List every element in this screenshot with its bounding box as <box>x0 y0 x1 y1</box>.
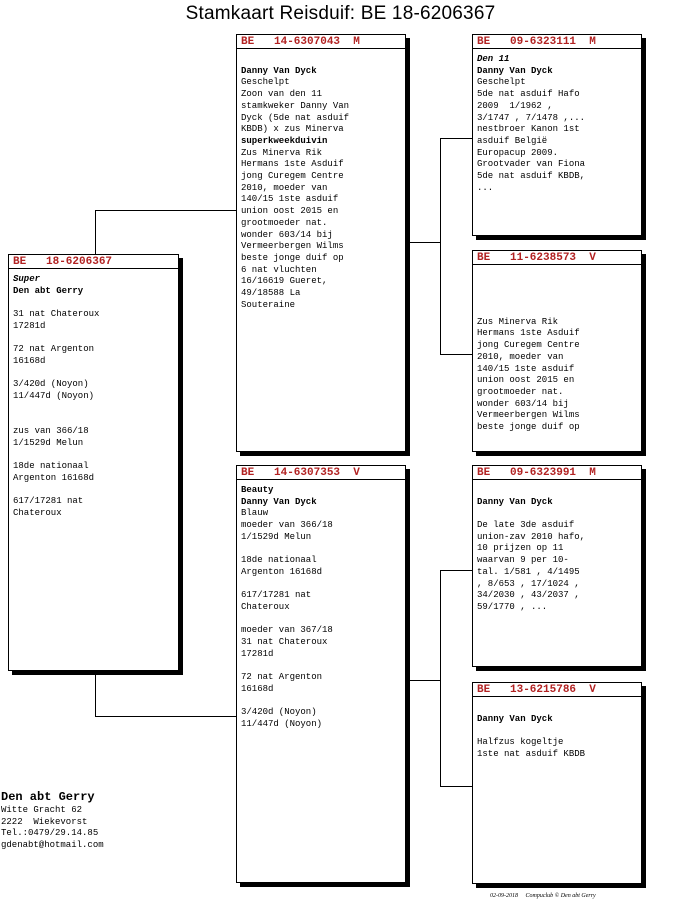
connector-line <box>440 786 472 787</box>
owner-details <box>1 805 104 851</box>
card-line: 11/447d (Noyon) <box>13 390 95 401</box>
card-line: 11/447d (Noyon) <box>241 718 323 729</box>
connector-line <box>440 570 472 571</box>
card-line: 140/15 1ste asduif <box>241 194 339 205</box>
card-line: , 8/653 , 17/1024 , <box>477 578 580 589</box>
card-line: 16/16619 Gueret, <box>241 276 328 287</box>
card-line: Beauty <box>241 485 274 495</box>
card-line: Hermans 1ste Asduif <box>477 328 580 339</box>
card-line: 18de nationaal <box>241 555 317 566</box>
card-line: Vermeerbergen Wilms <box>477 410 580 421</box>
connector-line <box>440 138 472 139</box>
card-line <box>13 449 176 461</box>
connector-line <box>440 138 441 355</box>
pigeon-card-mother[interactable] <box>236 465 406 883</box>
card-line: nestbroer Kanon 1st <box>477 124 580 135</box>
card-line: union oost 2015 en <box>241 206 339 217</box>
card-line: 1ste nat asduif KBDB <box>477 748 586 759</box>
page-title: Stamkaart Reisduif: BE 18-6206367 <box>185 3 496 24</box>
card-line: Europacup 2009. <box>477 147 559 158</box>
pigeon-card-fathers-father[interactable] <box>472 34 642 236</box>
card-line: wonder 603/14 bij <box>241 229 333 240</box>
card-line: Vermeerbergen Wilms <box>241 241 344 252</box>
card-line: Danny Van Dyck <box>241 65 317 76</box>
card-line: Argenton 16168d <box>241 566 323 577</box>
card-line <box>241 661 403 673</box>
card-line: 72 nat Argenton <box>13 344 95 355</box>
card-line: grootmoeder nat. <box>241 217 328 228</box>
card-line: moeder van 366/18 <box>241 520 333 531</box>
card-line: 16168d <box>241 683 274 694</box>
pigeon-card-subject[interactable] <box>8 254 179 671</box>
card-line: 617/17281 nat <box>13 496 84 507</box>
connector-line <box>405 242 440 243</box>
card-line: Argenton 16168d <box>13 472 95 483</box>
pigeon-card-mothers-mother[interactable] <box>472 682 642 884</box>
owner-info <box>1 790 104 851</box>
card-line: ... <box>477 182 494 193</box>
pigeon-card-father[interactable] <box>236 34 406 452</box>
card-line: 1/1529d Melun <box>241 531 312 542</box>
card-line <box>241 54 403 66</box>
card-line: Zus Minerva Rik <box>241 147 323 158</box>
connector-line <box>440 354 472 355</box>
card-line <box>477 485 639 497</box>
card-line: tal. 1/581 , 4/1495 <box>477 566 580 577</box>
connector-line <box>440 570 441 787</box>
card-line: 31 nat Chateroux <box>13 309 100 320</box>
card-line: Chateroux <box>241 602 290 612</box>
card-body <box>473 697 641 760</box>
card-line: 17281d <box>241 648 274 659</box>
owner-detail-line: Tel.:0479/29.14.85 <box>1 828 99 838</box>
card-line: beste jonge duif op <box>241 252 344 263</box>
connector-line <box>95 716 236 717</box>
card-line: asduif België <box>477 135 548 146</box>
card-line: 10 prijzen op 11 <box>477 543 564 554</box>
card-line: Dyck (5de nat asduif <box>241 112 350 123</box>
card-line <box>13 297 176 309</box>
card-line: superkweekduivin <box>241 135 328 146</box>
ring-number: BE 09-6323111 M <box>473 35 641 49</box>
connector-line <box>95 670 96 717</box>
card-line: 3/420d (Noyon) <box>13 379 89 390</box>
card-line: Danny Van Dyck <box>477 496 553 507</box>
card-line: Super <box>13 274 41 284</box>
card-line: Hermans 1ste Asduif <box>241 159 344 170</box>
card-line: 6 nat vluchten <box>241 264 317 275</box>
card-line: Danny Van Dyck <box>477 713 553 724</box>
card-line <box>477 270 639 282</box>
card-line: KBDB) x zus Minerva <box>241 124 344 135</box>
card-body <box>473 49 641 194</box>
card-line: 72 nat Argenton <box>241 672 323 683</box>
card-line: 16168d <box>13 355 46 366</box>
card-line <box>477 725 639 737</box>
owner-name: Den abt Gerry <box>1 790 95 804</box>
card-line: 140/15 1ste asduif <box>477 363 575 374</box>
card-line: Danny Van Dyck <box>241 496 317 507</box>
card-line: moeder van 367/18 <box>241 625 333 636</box>
connector-line <box>405 680 440 681</box>
card-line: Blauw <box>241 508 269 519</box>
card-line: 5de nat asduif Hafo <box>477 89 580 100</box>
card-line <box>477 293 639 305</box>
card-line <box>241 614 403 626</box>
card-line <box>477 702 639 714</box>
card-line: 2010, moeder van <box>241 182 328 193</box>
card-line: 3/420d (Noyon) <box>241 707 317 718</box>
footer-credit: 02-09-2018 Compuclub © Den abt Gerry <box>490 893 596 899</box>
card-line: jong Curegem Centre <box>477 340 580 351</box>
card-line <box>13 333 176 345</box>
card-line: Zoon van den 11 <box>241 89 323 100</box>
card-line: 31 nat Chateroux <box>241 637 328 648</box>
card-line: 59/1770 , ... <box>477 602 548 612</box>
card-body <box>473 480 641 614</box>
ring-number: BE 14-6307353 V <box>237 466 405 480</box>
card-line: 49/18588 La <box>241 288 301 299</box>
card-line <box>477 305 639 317</box>
card-line: Halfzus kogeltje <box>477 737 564 748</box>
card-line: 5de nat asduif KBDB, <box>477 171 586 182</box>
card-line: Den 11 <box>477 54 510 64</box>
connector-line <box>95 210 96 254</box>
ring-number: BE 11-6238573 V <box>473 251 641 265</box>
card-line: wonder 603/14 bij <box>477 398 569 409</box>
card-line <box>13 368 176 380</box>
card-line: 2009 1/1962 , <box>477 100 553 111</box>
card-line: beste jonge duif op <box>477 422 580 433</box>
card-line: Geschelpt <box>477 77 526 88</box>
card-line: union oost 2015 en <box>477 375 575 386</box>
card-line: Grootvader van Fiona <box>477 159 586 170</box>
card-body <box>473 265 641 434</box>
card-line: Danny Van Dyck <box>477 65 553 76</box>
owner-detail-line: Witte Gracht 62 <box>1 805 83 815</box>
ring-number: BE 13-6215786 V <box>473 683 641 697</box>
card-line: jong Curegem Centre <box>241 171 344 182</box>
pigeon-card-mothers-father[interactable] <box>472 465 642 667</box>
card-line: 617/17281 nat <box>241 590 312 601</box>
card-line: waarvan 9 per 10- <box>477 555 569 566</box>
card-line: 34/2030 , 43/2037 , <box>477 590 580 601</box>
card-line: Geschelpt <box>241 77 290 88</box>
card-line <box>13 403 176 415</box>
ring-number: BE 09-6323991 M <box>473 466 641 480</box>
card-line: 3/1747 , 7/1478 ,... <box>477 112 586 123</box>
card-line: stamkweker Danny Van <box>241 100 350 111</box>
card-line <box>241 696 403 708</box>
card-line: Souteraine <box>241 299 296 310</box>
card-line: De late 3de asduif <box>477 520 575 531</box>
card-line: 2010, moeder van <box>477 351 564 362</box>
card-line <box>13 485 176 497</box>
card-line <box>477 282 639 294</box>
pigeon-card-fathers-mother[interactable] <box>472 250 642 452</box>
card-line: 18de nationaal <box>13 461 89 472</box>
owner-detail-line: gdenabt@hotmail.com <box>1 839 104 850</box>
card-body <box>237 480 405 731</box>
card-line: Den abt Gerry <box>13 285 84 296</box>
owner-detail-line: 2222 Wiekevorst <box>1 816 88 827</box>
card-body <box>237 49 405 311</box>
ring-number: BE 18-6206367 <box>9 255 178 269</box>
card-line: Zus Minerva Rik <box>477 316 559 327</box>
card-body <box>9 269 178 520</box>
card-line <box>13 414 176 426</box>
card-line <box>241 579 403 591</box>
card-line: union-zav 2010 hafo, <box>477 531 586 542</box>
connector-line <box>95 210 236 211</box>
ring-number: BE 14-6307043 M <box>237 35 405 49</box>
card-line: 1/1529d Melun <box>13 437 84 448</box>
card-line <box>241 544 403 556</box>
card-line: grootmoeder nat. <box>477 386 564 397</box>
card-line <box>477 508 639 520</box>
card-line: Chateroux <box>13 507 62 518</box>
card-line: 17281d <box>13 320 46 331</box>
card-line: zus van 366/18 <box>13 426 89 437</box>
